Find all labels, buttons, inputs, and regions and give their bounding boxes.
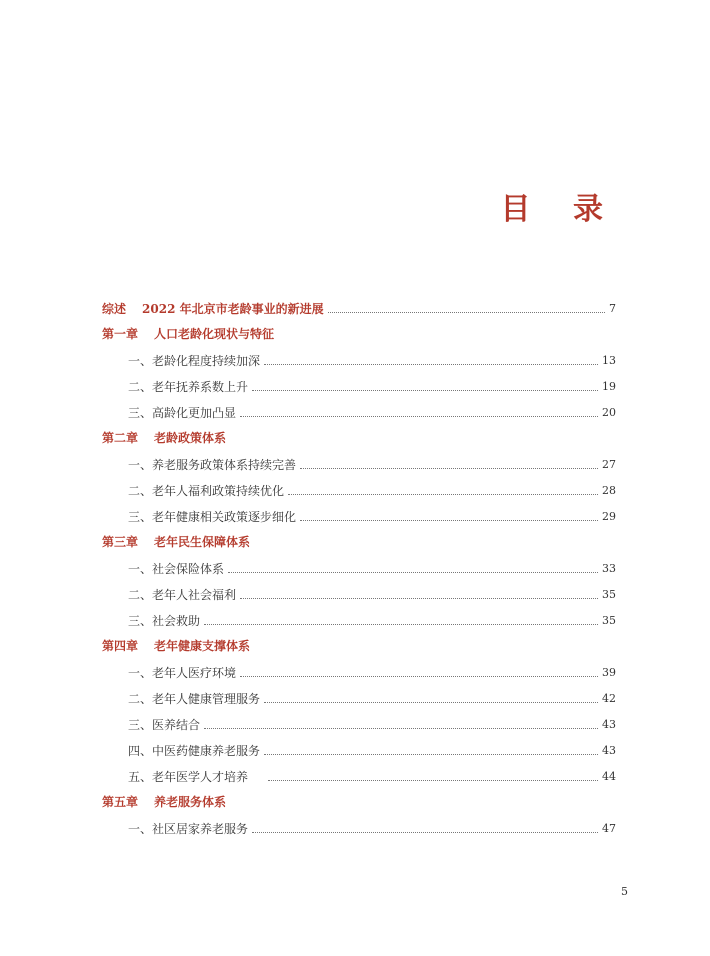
dot-leader bbox=[328, 311, 605, 313]
chapter-5-prefix: 第五章 bbox=[102, 795, 139, 809]
toc-item[interactable] bbox=[128, 556, 616, 576]
toc-chapter-4[interactable] bbox=[102, 633, 616, 653]
toc-item-label: 五、老年医学人才培养 bbox=[128, 770, 249, 784]
dot-leader bbox=[300, 519, 598, 521]
toc-chapter-3[interactable] bbox=[102, 529, 616, 549]
toc-page-number: 39 bbox=[602, 666, 616, 679]
dot-leader bbox=[240, 675, 598, 677]
page-title: 目 录 bbox=[500, 192, 619, 227]
chapter-4-prefix: 第四章 bbox=[102, 639, 139, 653]
chapter-1-title: 人口老龄化现状与特征 bbox=[154, 327, 275, 341]
toc-item-label: 一、老龄化程度持续加深 bbox=[128, 354, 261, 368]
toc-chapter-5[interactable] bbox=[102, 789, 616, 809]
toc-item-label: 二、老年人健康管理服务 bbox=[128, 692, 261, 706]
toc-item[interactable] bbox=[128, 478, 616, 498]
toc-item[interactable] bbox=[128, 608, 616, 628]
toc-item[interactable] bbox=[128, 816, 616, 836]
dot-leader bbox=[252, 831, 598, 833]
toc-item[interactable] bbox=[128, 660, 616, 680]
dot-leader bbox=[264, 363, 598, 365]
dot-leader bbox=[288, 493, 598, 495]
toc-item-label: 二、老年抚养系数上升 bbox=[128, 380, 249, 394]
toc-page-number: 20 bbox=[602, 406, 616, 419]
dot-leader bbox=[204, 727, 598, 729]
toc-item[interactable] bbox=[128, 738, 616, 758]
chapter-4-title: 老年健康支撑体系 bbox=[154, 639, 251, 653]
toc-item[interactable] bbox=[128, 712, 616, 732]
chapter-3-prefix: 第三章 bbox=[102, 535, 139, 549]
toc-overview-prefix: 综述 bbox=[102, 302, 127, 316]
toc-item-label: 二、老年人社会福利 bbox=[128, 588, 237, 602]
toc-item-label: 三、医养结合 bbox=[128, 718, 201, 732]
toc-chapter-2[interactable] bbox=[102, 425, 616, 445]
dot-leader bbox=[268, 779, 598, 781]
toc-item-label: 一、社区居家养老服务 bbox=[128, 822, 249, 836]
toc-page-number: 28 bbox=[602, 484, 616, 497]
toc-page-number: 43 bbox=[602, 718, 616, 731]
toc-page-number: 47 bbox=[602, 822, 616, 835]
toc-chapter-1[interactable] bbox=[102, 321, 616, 341]
dot-leader bbox=[264, 753, 598, 755]
toc-page-number: 44 bbox=[602, 770, 616, 783]
page-number: 5 bbox=[621, 885, 628, 898]
toc-item-label: 二、老年人福利政策持续优化 bbox=[128, 484, 285, 498]
toc-item-label: 一、养老服务政策体系持续完善 bbox=[128, 458, 297, 472]
dot-leader bbox=[240, 597, 598, 599]
dot-leader bbox=[204, 623, 598, 625]
toc-page-number: 29 bbox=[602, 510, 616, 523]
toc-page-number: 27 bbox=[602, 458, 616, 471]
toc-page-number: 13 bbox=[602, 354, 616, 367]
toc-page-number: 19 bbox=[602, 380, 616, 393]
toc-item-label: 三、社会救助 bbox=[128, 614, 201, 628]
dot-leader bbox=[300, 467, 598, 469]
chapter-5-title: 养老服务体系 bbox=[154, 795, 227, 809]
toc-item[interactable] bbox=[128, 374, 616, 394]
toc-item-label: 四、中医药健康养老服务 bbox=[128, 744, 261, 758]
toc-item[interactable] bbox=[128, 686, 616, 706]
toc-item-label: 三、高龄化更加凸显 bbox=[128, 406, 237, 420]
toc-item[interactable] bbox=[128, 582, 616, 602]
toc-page-number: 7 bbox=[609, 302, 616, 315]
toc-page-number: 35 bbox=[602, 588, 616, 601]
chapter-1-prefix: 第一章 bbox=[102, 327, 139, 341]
toc-page-number: 42 bbox=[602, 692, 616, 705]
dot-leader bbox=[252, 389, 598, 391]
chapter-2-title: 老龄政策体系 bbox=[154, 431, 227, 445]
toc-page-number: 43 bbox=[602, 744, 616, 757]
toc-page-number: 35 bbox=[602, 614, 616, 627]
chapter-3-title: 老年民生保障体系 bbox=[154, 535, 251, 549]
toc-item[interactable] bbox=[128, 764, 616, 784]
toc-item[interactable] bbox=[128, 452, 616, 472]
toc-item[interactable] bbox=[128, 348, 616, 368]
dot-leader bbox=[240, 415, 598, 417]
toc-item[interactable] bbox=[128, 400, 616, 420]
dot-leader bbox=[264, 701, 598, 703]
toc-overview-title: 2022 年北京市老龄事业的新进展 bbox=[142, 302, 324, 316]
toc-overview[interactable] bbox=[102, 296, 616, 316]
toc-page-number: 33 bbox=[602, 562, 616, 575]
chapter-2-prefix: 第二章 bbox=[102, 431, 139, 445]
dot-leader bbox=[228, 571, 598, 573]
toc-item-label: 一、老年人医疗环境 bbox=[128, 666, 237, 680]
toc-item-label: 三、老年健康相关政策逐步细化 bbox=[128, 510, 297, 524]
toc-item-label: 一、社会保险体系 bbox=[128, 562, 225, 576]
toc-item[interactable] bbox=[128, 504, 616, 524]
